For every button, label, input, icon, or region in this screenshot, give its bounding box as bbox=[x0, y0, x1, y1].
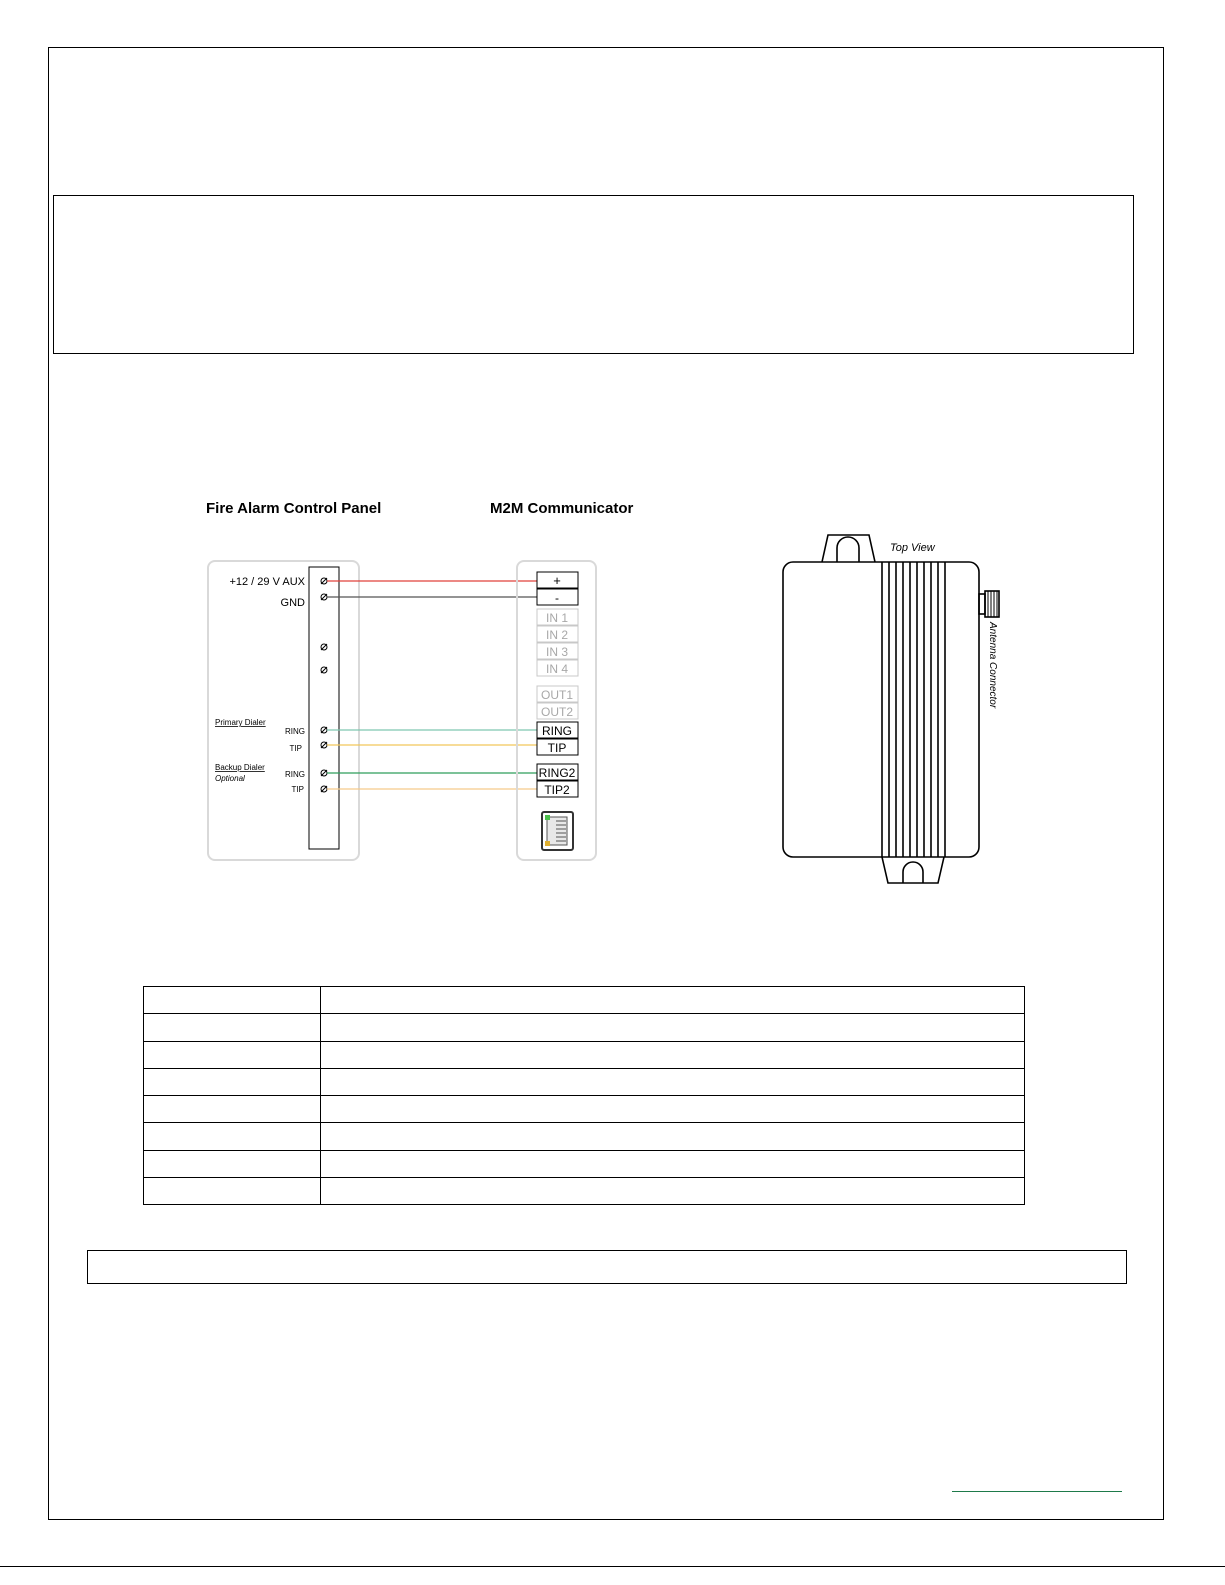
top-view-label: Top View bbox=[890, 542, 935, 554]
ring2-label: RING bbox=[285, 770, 305, 779]
table-row bbox=[144, 1068, 1025, 1095]
aux-label: +12 / 29 V AUX bbox=[229, 576, 305, 588]
table-row bbox=[144, 1150, 1025, 1177]
terminal-minus: - bbox=[555, 591, 559, 605]
table-cell bbox=[321, 1123, 1025, 1150]
table-cell bbox=[144, 1123, 321, 1150]
panel-title: Fire Alarm Control Panel bbox=[206, 500, 382, 517]
ethernet-port-icon bbox=[542, 812, 573, 850]
table-cell bbox=[321, 987, 1025, 1014]
terminal-in2: IN 2 bbox=[545, 628, 569, 642]
terminal-tip: TIP bbox=[547, 741, 567, 755]
terminal-in1: IN 1 bbox=[545, 611, 569, 625]
table-cell bbox=[321, 1150, 1025, 1177]
ring-label: RING bbox=[285, 727, 305, 736]
table-cell bbox=[144, 1041, 321, 1068]
table-cell bbox=[144, 1150, 321, 1177]
table-cell bbox=[321, 1177, 1025, 1204]
device-top-view bbox=[783, 535, 999, 883]
terminal-in4: IN 4 bbox=[545, 662, 569, 676]
table-cell bbox=[321, 1014, 1025, 1041]
primary-dialer-label: Primary Dialer bbox=[215, 718, 266, 727]
table-cell bbox=[144, 1014, 321, 1041]
terminal-in3: IN 3 bbox=[545, 645, 569, 659]
terminal-out1: OUT1 bbox=[540, 688, 574, 702]
terminal-ring2: RING2 bbox=[538, 766, 576, 780]
terminal-out2: OUT2 bbox=[540, 705, 574, 719]
table-cell bbox=[144, 1096, 321, 1123]
spec-table bbox=[143, 986, 1025, 1205]
panel-terminal-strip bbox=[309, 567, 339, 849]
footer-link[interactable] bbox=[952, 1491, 1122, 1492]
table-cell bbox=[144, 1068, 321, 1095]
table-cell bbox=[321, 1096, 1025, 1123]
terminal-tip2: TIP2 bbox=[544, 783, 570, 797]
backup-dialer-label: Backup Dialer bbox=[215, 763, 265, 772]
terminal-ring: RING bbox=[542, 724, 572, 738]
gnd-label: GND bbox=[280, 597, 305, 609]
table-cell bbox=[321, 1068, 1025, 1095]
table-row bbox=[144, 1041, 1025, 1068]
antenna-connector-label: Antenna Connector bbox=[987, 622, 998, 709]
table-cell bbox=[144, 987, 321, 1014]
terminal-plus: + bbox=[553, 573, 561, 588]
communicator-title: M2M Communicator bbox=[490, 500, 634, 517]
tip2-label: TIP bbox=[291, 785, 304, 794]
communicator-terminals bbox=[537, 572, 578, 797]
table-cell bbox=[321, 1041, 1025, 1068]
note-box bbox=[87, 1250, 1127, 1284]
table-row bbox=[144, 987, 1025, 1014]
table-row bbox=[144, 1096, 1025, 1123]
page-separator bbox=[0, 1566, 1225, 1567]
table-row bbox=[144, 1177, 1025, 1204]
table-row bbox=[144, 1014, 1025, 1041]
table-row bbox=[144, 1123, 1025, 1150]
tip-label: TIP bbox=[289, 744, 302, 753]
table-cell bbox=[144, 1177, 321, 1204]
optional-label: Optional bbox=[215, 774, 245, 783]
